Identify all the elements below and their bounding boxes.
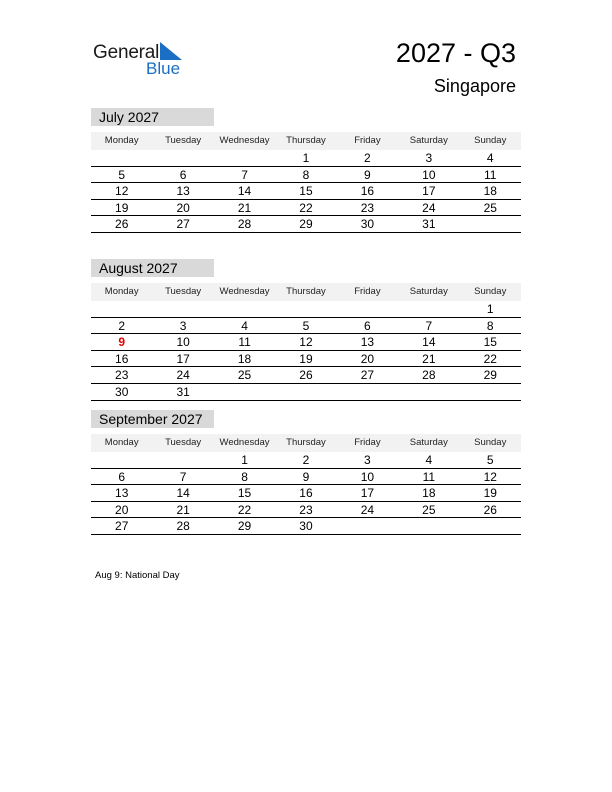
weekday-label: Friday	[354, 437, 381, 448]
day-cell: 4	[486, 151, 494, 165]
day-cell: 19	[483, 486, 497, 501]
day-cell: 16	[115, 351, 129, 366]
week-row	[91, 150, 521, 167]
weekday-label: Saturday	[409, 286, 448, 297]
day-cell: 7	[241, 167, 248, 182]
weekday-header	[91, 434, 521, 452]
day-cell: 8	[241, 469, 248, 484]
day-cell	[214, 150, 275, 166]
day-cell	[398, 518, 459, 534]
day-cell: 31	[176, 384, 190, 399]
week-row	[91, 167, 521, 184]
day-cell: 3	[364, 453, 371, 467]
day-cell: 13	[115, 486, 129, 501]
day-cell: 21	[176, 502, 190, 517]
month-july	[91, 108, 521, 233]
week-row	[91, 502, 521, 519]
day-cell: 13	[176, 184, 190, 199]
day-cell: 23	[360, 200, 375, 215]
day-cell: 6	[118, 469, 126, 484]
day-cell: 20	[176, 200, 190, 215]
weekday-label: Monday	[104, 135, 139, 146]
day-cell: 28	[176, 519, 190, 534]
weekday-label: Tuesday	[165, 135, 202, 146]
week-row	[91, 485, 521, 502]
day-cell: 6	[179, 167, 187, 182]
weekday-label: Monday	[104, 437, 139, 448]
day-cell: 29	[299, 217, 313, 232]
week-row	[91, 518, 521, 535]
day-cell: 14	[237, 184, 252, 199]
day-cell: 5	[118, 167, 126, 182]
day-cell: 14	[422, 335, 436, 350]
day-cell: 6	[364, 318, 371, 333]
day-cell: 11	[238, 335, 251, 350]
day-cell: 27	[176, 217, 190, 232]
day-cell: 11	[422, 469, 436, 484]
day-cell: 29	[237, 519, 252, 534]
weekday-header	[91, 132, 521, 150]
day-cell: 20	[115, 502, 129, 517]
day-cell	[337, 301, 398, 317]
day-cell: 18	[237, 351, 252, 366]
weekday-label: Wednesday	[219, 286, 270, 297]
day-cell: 2	[118, 318, 126, 333]
day-cell: 22	[299, 200, 313, 215]
week-list	[91, 150, 521, 233]
day-cell: 24	[422, 200, 436, 215]
week-row	[91, 334, 521, 351]
day-cell: 14	[176, 486, 190, 501]
day-cell: 26	[483, 502, 497, 517]
day-cell: 4	[425, 453, 433, 467]
day-cell: 29	[483, 368, 497, 383]
day-cell	[337, 518, 398, 534]
day-cell: 28	[237, 217, 252, 232]
week-row	[91, 216, 521, 233]
day-cell: 30	[299, 519, 313, 534]
day-cell: 5	[302, 318, 310, 333]
day-cell: 12	[483, 469, 497, 484]
day-cell	[152, 301, 213, 317]
day-cell: 30	[115, 384, 129, 399]
weekday-label: Sunday	[474, 437, 507, 448]
day-cell	[152, 452, 213, 468]
day-cell: 12	[115, 184, 129, 199]
day-cell: 3	[425, 151, 433, 165]
day-cell	[337, 384, 398, 400]
day-cell: 18	[422, 486, 436, 501]
week-list	[91, 452, 521, 535]
day-cell: 31	[422, 217, 436, 232]
week-row	[91, 452, 521, 469]
week-row	[91, 351, 521, 368]
day-cell	[91, 452, 152, 468]
week-row	[91, 469, 521, 486]
day-cell: 8	[302, 167, 310, 182]
day-cell: 24	[360, 502, 375, 517]
day-cell	[214, 384, 275, 400]
day-cell: 25	[483, 200, 497, 215]
day-cell: 9	[302, 469, 310, 484]
country-name: Singapore	[433, 76, 516, 96]
weekday-label: Wednesday	[219, 437, 270, 448]
weekday-label: Sunday	[474, 286, 507, 297]
day-cell	[91, 150, 152, 166]
day-cell: 1	[241, 453, 248, 467]
day-cell	[275, 301, 336, 317]
week-row	[91, 318, 521, 335]
day-cell: 12	[299, 335, 313, 350]
day-cell: 9	[364, 167, 371, 182]
quarter-title: 2027 - Q3	[395, 38, 516, 68]
day-cell: 27	[115, 519, 129, 534]
day-cell: 8	[486, 318, 494, 333]
day-cell: 5	[486, 453, 494, 467]
day-cell: 7	[179, 469, 187, 484]
weekday-label: Friday	[354, 286, 381, 297]
day-cell: 17	[176, 351, 190, 366]
day-cell	[214, 301, 275, 317]
day-cell: 25	[237, 368, 252, 383]
weekday-label: Sunday	[474, 135, 507, 146]
day-cell: 22	[483, 351, 497, 366]
day-cell: 16	[299, 486, 313, 501]
day-cell: 20	[360, 351, 375, 366]
day-cell	[91, 301, 152, 317]
weekday-label: Saturday	[409, 135, 448, 146]
day-cell: 18	[483, 184, 497, 199]
weekday-label: Monday	[104, 286, 139, 297]
day-cell: 1	[302, 151, 310, 165]
day-cell: 15	[483, 335, 497, 350]
month-september	[91, 410, 521, 535]
day-cell: 2	[364, 151, 371, 165]
day-cell: 23	[299, 502, 313, 517]
week-row	[91, 384, 521, 401]
day-cell	[398, 301, 459, 317]
day-cell: 4	[241, 318, 248, 333]
day-cell: 26	[299, 368, 313, 383]
weekday-header	[91, 283, 521, 301]
day-cell: 22	[237, 502, 252, 517]
day-cell: 9	[118, 335, 126, 350]
day-cell: 10	[360, 469, 375, 484]
week-row	[91, 183, 521, 200]
weekday-label: Tuesday	[165, 437, 202, 448]
day-cell: 19	[299, 351, 313, 366]
day-cell: 26	[115, 217, 129, 232]
day-cell: 16	[360, 184, 375, 199]
day-cell: 15	[299, 184, 313, 199]
day-cell	[460, 518, 521, 534]
weekday-label: Thursday	[286, 286, 326, 297]
weekday-label: Saturday	[409, 437, 448, 448]
day-cell: 30	[360, 217, 375, 232]
weekday-label: Thursday	[286, 135, 326, 146]
month-title: September 2027	[91, 410, 214, 428]
week-row	[91, 200, 521, 217]
day-cell: 10	[176, 335, 190, 350]
day-cell: 24	[176, 368, 190, 383]
month-title: July 2027	[91, 108, 214, 126]
day-cell: 10	[422, 167, 436, 182]
month-august	[91, 259, 521, 401]
day-cell: 1	[486, 302, 494, 316]
day-cell: 21	[422, 351, 436, 366]
day-cell	[152, 150, 213, 166]
day-cell: 28	[422, 368, 436, 383]
day-cell	[460, 384, 521, 400]
day-cell: 25	[422, 502, 436, 517]
day-cell: 13	[360, 335, 375, 350]
day-cell: 3	[179, 318, 187, 333]
weekday-label: Tuesday	[165, 286, 202, 297]
day-cell: 15	[237, 486, 252, 501]
month-title: August 2027	[91, 259, 214, 277]
day-cell: 7	[425, 318, 433, 333]
week-row	[91, 367, 521, 384]
day-cell: 23	[115, 368, 129, 383]
logo-blue-text: Blue	[146, 59, 181, 78]
day-cell: 11	[484, 167, 497, 182]
brand-logo	[93, 40, 193, 80]
day-cell	[275, 384, 336, 400]
day-cell	[398, 384, 459, 400]
day-cell: 21	[237, 200, 252, 215]
week-list	[91, 301, 521, 401]
day-cell: 27	[360, 368, 375, 383]
day-cell: 17	[360, 486, 375, 501]
weekday-label: Wednesday	[219, 135, 270, 146]
logo-general-text: General	[93, 42, 160, 63]
day-cell: 19	[115, 200, 129, 215]
weekday-label: Friday	[354, 135, 381, 146]
day-cell	[460, 216, 521, 232]
week-row	[91, 301, 521, 318]
day-cell: 2	[302, 453, 310, 467]
weekday-label: Thursday	[286, 437, 326, 448]
day-cell: 17	[422, 184, 436, 199]
holiday-footnote: Aug 9: National Day	[95, 570, 180, 581]
